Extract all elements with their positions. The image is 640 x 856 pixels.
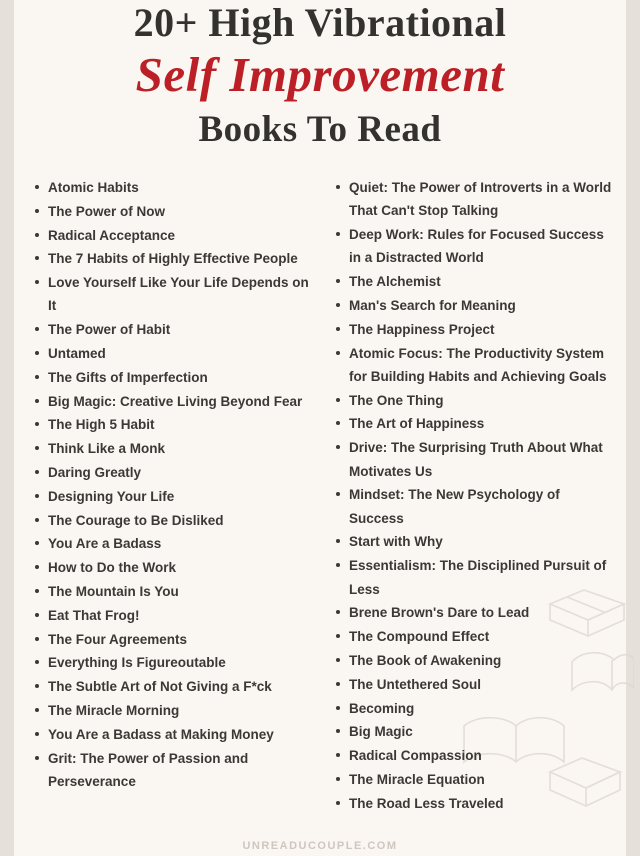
list-item: The Untethered Soul — [347, 673, 612, 696]
title-line-3: Books To Read — [198, 109, 442, 150]
list-item: You Are a Badass — [46, 532, 311, 555]
book-list-left — [28, 176, 311, 793]
list-item: The Road Less Traveled — [347, 792, 612, 815]
list-item: Big Magic: Creative Living Beyond Fear — [46, 390, 311, 413]
list-item: The High 5 Habit — [46, 413, 311, 436]
list-item: The 7 Habits of Highly Effective People — [46, 247, 311, 270]
list-item: The Power of Habit — [46, 318, 311, 341]
list-item: The Power of Now — [46, 200, 311, 223]
list-item: Drive: The Surprising Truth About What Motivates Us — [347, 436, 612, 483]
list-item: Think Like a Monk — [46, 437, 311, 460]
list-item: Eat That Frog! — [46, 604, 311, 627]
list-item: You Are a Badass at Making Money — [46, 723, 311, 746]
book-columns — [14, 154, 626, 816]
list-item: The Book of Awakening — [347, 649, 612, 672]
list-item: Untamed — [46, 342, 311, 365]
list-item: The Art of Happiness — [347, 412, 612, 435]
list-item: The Courage to Be Disliked — [46, 509, 311, 532]
book-column-left — [28, 176, 311, 816]
list-item: Designing Your Life — [46, 485, 311, 508]
list-item: Man's Search for Meaning — [347, 294, 612, 317]
site-watermark: UNREADUCOUPLE.COM — [242, 840, 398, 852]
page-title — [14, 0, 626, 154]
list-item: The Miracle Equation — [347, 768, 612, 791]
list-item: How to Do the Work — [46, 556, 311, 579]
title-line-2-accent: Self Improvement — [135, 47, 505, 102]
list-item: Quiet: The Power of Introverts in a World That Can't Stop Talking — [347, 176, 612, 223]
list-item: The Mountain Is You — [46, 580, 311, 603]
list-item: The Alchemist — [347, 270, 612, 293]
list-item: Atomic Habits — [46, 176, 311, 199]
list-item: Start with Why — [347, 530, 612, 553]
list-item: Mindset: The New Psychology of Success — [347, 483, 612, 530]
list-item: The Miracle Morning — [46, 699, 311, 722]
list-item: Deep Work: Rules for Focused Success in a Distracted World — [347, 223, 612, 270]
book-list-right — [329, 176, 612, 815]
list-item: The Gifts of Imperfection — [46, 366, 311, 389]
list-item: The Compound Effect — [347, 625, 612, 648]
list-item: Everything Is Figureoutable — [46, 651, 311, 674]
list-item: Radical Compassion — [347, 744, 612, 767]
list-item: Brene Brown's Dare to Lead — [347, 601, 612, 624]
list-item: Big Magic — [347, 720, 612, 743]
title-line-1: 20+ High Vibrational — [133, 0, 507, 45]
list-item: Love Yourself Like Your Life Depends on It — [46, 271, 311, 318]
list-item: Daring Greatly — [46, 461, 311, 484]
list-item: Essentialism: The Disciplined Pursuit of Less — [347, 554, 612, 601]
list-item: Grit: The Power of Passion and Perseverance — [46, 747, 311, 794]
list-item: The One Thing — [347, 389, 612, 412]
list-item: The Four Agreements — [46, 628, 311, 651]
book-column-right — [329, 176, 612, 816]
list-item: Atomic Focus: The Productivity System for Building Habits and Achieving Goals — [347, 342, 612, 389]
list-item: Becoming — [347, 697, 612, 720]
list-item: The Happiness Project — [347, 318, 612, 341]
list-item: The Subtle Art of Not Giving a F*ck — [46, 675, 311, 698]
list-item: Radical Acceptance — [46, 224, 311, 247]
